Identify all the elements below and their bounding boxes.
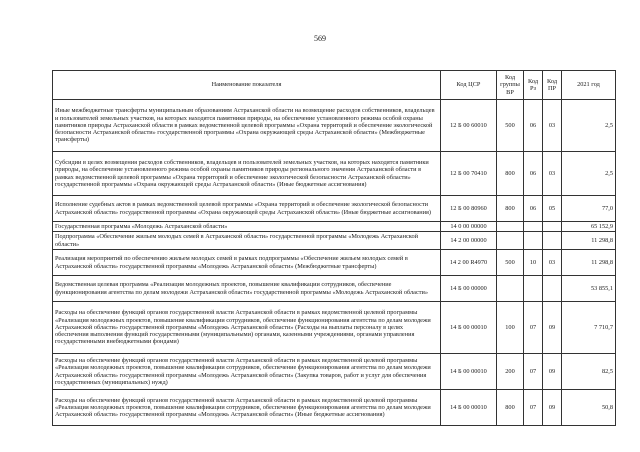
row-pr [543, 276, 562, 302]
row-rz: 06 [524, 196, 543, 222]
row-name: Расходы на обеспечение функций органов государственной власти Астраханской области в рамках ведомственной целевой программы «Реализация молодежных проектов, повышение квалификации сотрудников, обеспечение функционирования агентства по делам молодежи Астраханской области» государственной программы «Молодежь Астраханской области» (Иные бюджетные ассигнования) [53, 390, 441, 426]
row-vr [497, 222, 524, 232]
page-number: 569 [314, 34, 326, 43]
row-vr: 500 [497, 100, 524, 152]
row-csr: 12 Б 00 70410 [441, 152, 497, 196]
row-csr: 14 Б 00 00010 [441, 390, 497, 426]
row-name: Расходы на обеспечение функций органов государственной власти Астраханской области в рамках ведомственной целевой программы «Реализация молодежных проектов, повышение квалификации сотрудников, обеспечение функционирования агентства по делам молодежи Астраханской области» государственной программы «Молодежь Астраханской области» (Закупка товаров, работ и услуг для обеспечения государственных (муниципальных) нужд) [53, 354, 441, 390]
table-row [53, 196, 616, 222]
row-rz [524, 276, 543, 302]
header-rz: Код Рз [524, 71, 543, 100]
row-csr: 14 Б 00 00010 [441, 302, 497, 354]
row-vr [497, 232, 524, 250]
header-name: Наименование показателя [53, 71, 441, 100]
table-row [53, 100, 616, 152]
row-csr: 14 0 00 00000 [441, 222, 497, 232]
row-vr: 800 [497, 152, 524, 196]
header-pr: Код ПР [543, 71, 562, 100]
row-amount: 7 710,7 [562, 302, 616, 354]
table-row [53, 276, 616, 302]
row-rz: 07 [524, 390, 543, 426]
row-amount: 50,8 [562, 390, 616, 426]
table-row [53, 152, 616, 196]
table-header-row [53, 71, 616, 100]
table-row [53, 232, 616, 250]
row-amount: 53 855,1 [562, 276, 616, 302]
row-rz [524, 232, 543, 250]
table-row [53, 250, 616, 276]
row-name: Расходы на обеспечение функций органов государственной власти Астраханской области в рамках ведомственной целевой программы «Реализация молодежных проектов, повышение квалификации сотрудников, обеспечение функционирования агентства по делам молодежи Астраханской области» государственной программы «Молодежь Астраханской области» (Расходы на выплаты персоналу в целях обеспечения выполнения функций государственными (муниципальными) органами, казенными учреждениями, органами управления государственными внебюджетными фондами) [53, 302, 441, 354]
row-pr [543, 222, 562, 232]
table-row [53, 222, 616, 232]
row-vr: 100 [497, 302, 524, 354]
row-vr: 800 [497, 390, 524, 426]
row-amount: 2,5 [562, 100, 616, 152]
row-name: Иные межбюджетные трансферты муниципальным образованиям Астраханской области на возмещение расходов собственников, владельцев и пользователей земельных участков, на которых находятся памятники природы, на обеспечение установленного режима особой охраны памятников природы Астраханской области в рамках ведомственной целевой программы «Охрана территорий и обеспечение экологической безопасности Астраханской области» государственной программы «Охрана окружающей среды Астраханской области» (Межбюджетные трансферты) [53, 100, 441, 152]
row-pr: 09 [543, 354, 562, 390]
row-csr: 14 2 00 00000 [441, 232, 497, 250]
row-vr [497, 276, 524, 302]
table-row [53, 390, 616, 426]
row-vr: 500 [497, 250, 524, 276]
header-year: 2021 год [562, 71, 616, 100]
row-vr: 800 [497, 196, 524, 222]
row-amount: 11 298,8 [562, 232, 616, 250]
row-vr: 200 [497, 354, 524, 390]
row-amount: 82,5 [562, 354, 616, 390]
row-pr: 09 [543, 302, 562, 354]
row-name: Ведомственная целевая программа «Реализация молодежных проектов, повышение квалификации сотрудников, обеспечение функционирования агентства по делам молодежи Астраханской области» государственной программы «Молодежь Астраханской области» [53, 276, 441, 302]
row-csr: 12 Б 00 80960 [441, 196, 497, 222]
budget-table [52, 70, 616, 426]
row-name: Подпрограмма «Обеспечение жильем молодых семей в Астраханской области» государственной программы «Молодежь Астраханской области» [53, 232, 441, 250]
row-csr: 14 2 00 R4970 [441, 250, 497, 276]
row-pr [543, 232, 562, 250]
row-pr: 09 [543, 390, 562, 426]
row-rz: 06 [524, 100, 543, 152]
row-name: Государственная программа «Молодежь Астраханской области» [53, 222, 441, 232]
row-csr: 14 Б 00 00010 [441, 354, 497, 390]
row-csr: 12 Б 00 60010 [441, 100, 497, 152]
row-pr: 03 [543, 100, 562, 152]
row-rz: 06 [524, 152, 543, 196]
row-amount: 11 298,8 [562, 250, 616, 276]
row-rz: 10 [524, 250, 543, 276]
row-csr: 14 Б 00 00000 [441, 276, 497, 302]
table-row [53, 354, 616, 390]
table-row [53, 302, 616, 354]
row-rz: 07 [524, 354, 543, 390]
row-amount: 65 152,9 [562, 222, 616, 232]
row-name: Субсидии в целях возмещения расходов собственников, владельцев и пользователей земельных участков, на которых находятся памятники природы, на обеспечение установленного режима особой охраны памятников природы регионального значения Астраханской области в рамках ведомственной целевой программы «Охрана территорий и обеспечение экологической безопасности Астраханской области» государственной программы «Охрана окружающей среды Астраханской области» (Иные бюджетные ассигнования) [53, 152, 441, 196]
header-csr: Код ЦСР [441, 71, 497, 100]
row-pr: 05 [543, 196, 562, 222]
header-vr: Код группы ВР [497, 71, 524, 100]
row-amount: 77,0 [562, 196, 616, 222]
row-rz: 07 [524, 302, 543, 354]
row-name: Реализация мероприятий по обеспечению жильем молодых семей в рамках подпрограммы «Обеспечение жильем молодых семей в Астраханской области» государственной программы «Молодежь Астраханской области» (Межбюджетные трансферты) [53, 250, 441, 276]
row-rz [524, 222, 543, 232]
row-amount: 2,5 [562, 152, 616, 196]
row-name: Исполнение судебных актов в рамках ведомственной целевой программы «Охрана территорий и обеспечение экологической безопасности Астраханской области» государственной программы «Охрана окружающей среды Астраханской области» (Иные бюджетные ассигнования) [53, 196, 441, 222]
row-pr: 03 [543, 250, 562, 276]
row-pr: 03 [543, 152, 562, 196]
